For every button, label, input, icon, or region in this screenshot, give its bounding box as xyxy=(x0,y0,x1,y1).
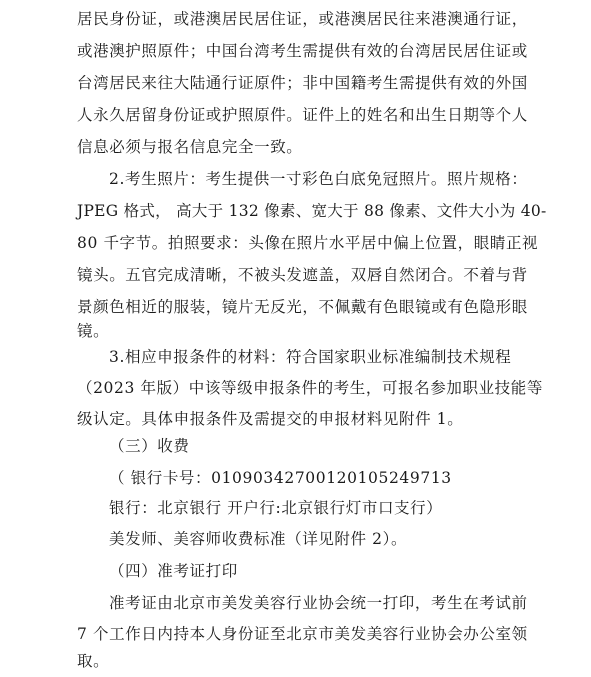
text-line: 或港澳护照原件；中国台湾考生需提供有效的台湾居民居住证或 xyxy=(77,42,528,60)
text-line: 人永久居留身份证或护照原件。证件上的姓名和出生日期等个人 xyxy=(77,106,528,124)
bank-info: 银行：北京银行 开户行:北京银行灯市口支行） xyxy=(109,499,443,517)
bank-card-number: （ 银行卡号：0109034270012010524971​3 xyxy=(109,469,452,487)
text-line: 准考证由北京市美发美容行业协会统一打印，考生在考试前 xyxy=(109,594,528,612)
text-line: 取。 xyxy=(77,652,110,670)
text-line: 7 个工作日内持本人身份证至北京市美发美容行业协会办公室领 xyxy=(77,625,528,643)
section-heading: （三）收费 xyxy=(109,437,190,455)
text-line: 2.考生照片：考生提供一寸彩色白底免冠照片。照片规格： xyxy=(109,170,528,188)
text-line: 80 千字节。拍照要求：头像在照片水平居中偏上位置，眼睛正视 xyxy=(77,234,539,252)
text-line: 信息必须与报名信息完全一致。 xyxy=(77,138,303,156)
text-line: 台湾居民来往大陆通行证原件；非中国籍考生需提供有效的外国 xyxy=(77,74,528,92)
text-line: 3.相应申报条件的材料：符合国家职业标准编制技术规程 xyxy=(109,348,512,366)
fee-standard: 美发师、美容师收费标准（详见附件 2）。 xyxy=(109,530,408,548)
section-heading: （四）准考证打印 xyxy=(109,562,238,580)
text-line: 景颜色相近的服装，镜片无反光，不佩戴有色眼镜或有色隐形眼 xyxy=(77,298,528,316)
text-line: （2023 年版）中该等级申报条件的考生，可报名参加职业技能等 xyxy=(77,379,543,397)
text-line: JPEG 格式， 高大于 132 像素、宽大于 88 像素、文件大小为 40- xyxy=(77,202,547,220)
text-line: 镜。 xyxy=(77,322,110,340)
text-line: 级认定。具体申报条件及需提交的申报材料见附件 1。 xyxy=(77,410,464,428)
text-line: 镜头。五官完成清晰，不被头发遮盖，双唇自然闭合。不着与背 xyxy=(77,266,528,284)
text-line: 居民身份证，或港澳居民居住证，或港澳居民往来港澳通行证， xyxy=(77,10,528,28)
